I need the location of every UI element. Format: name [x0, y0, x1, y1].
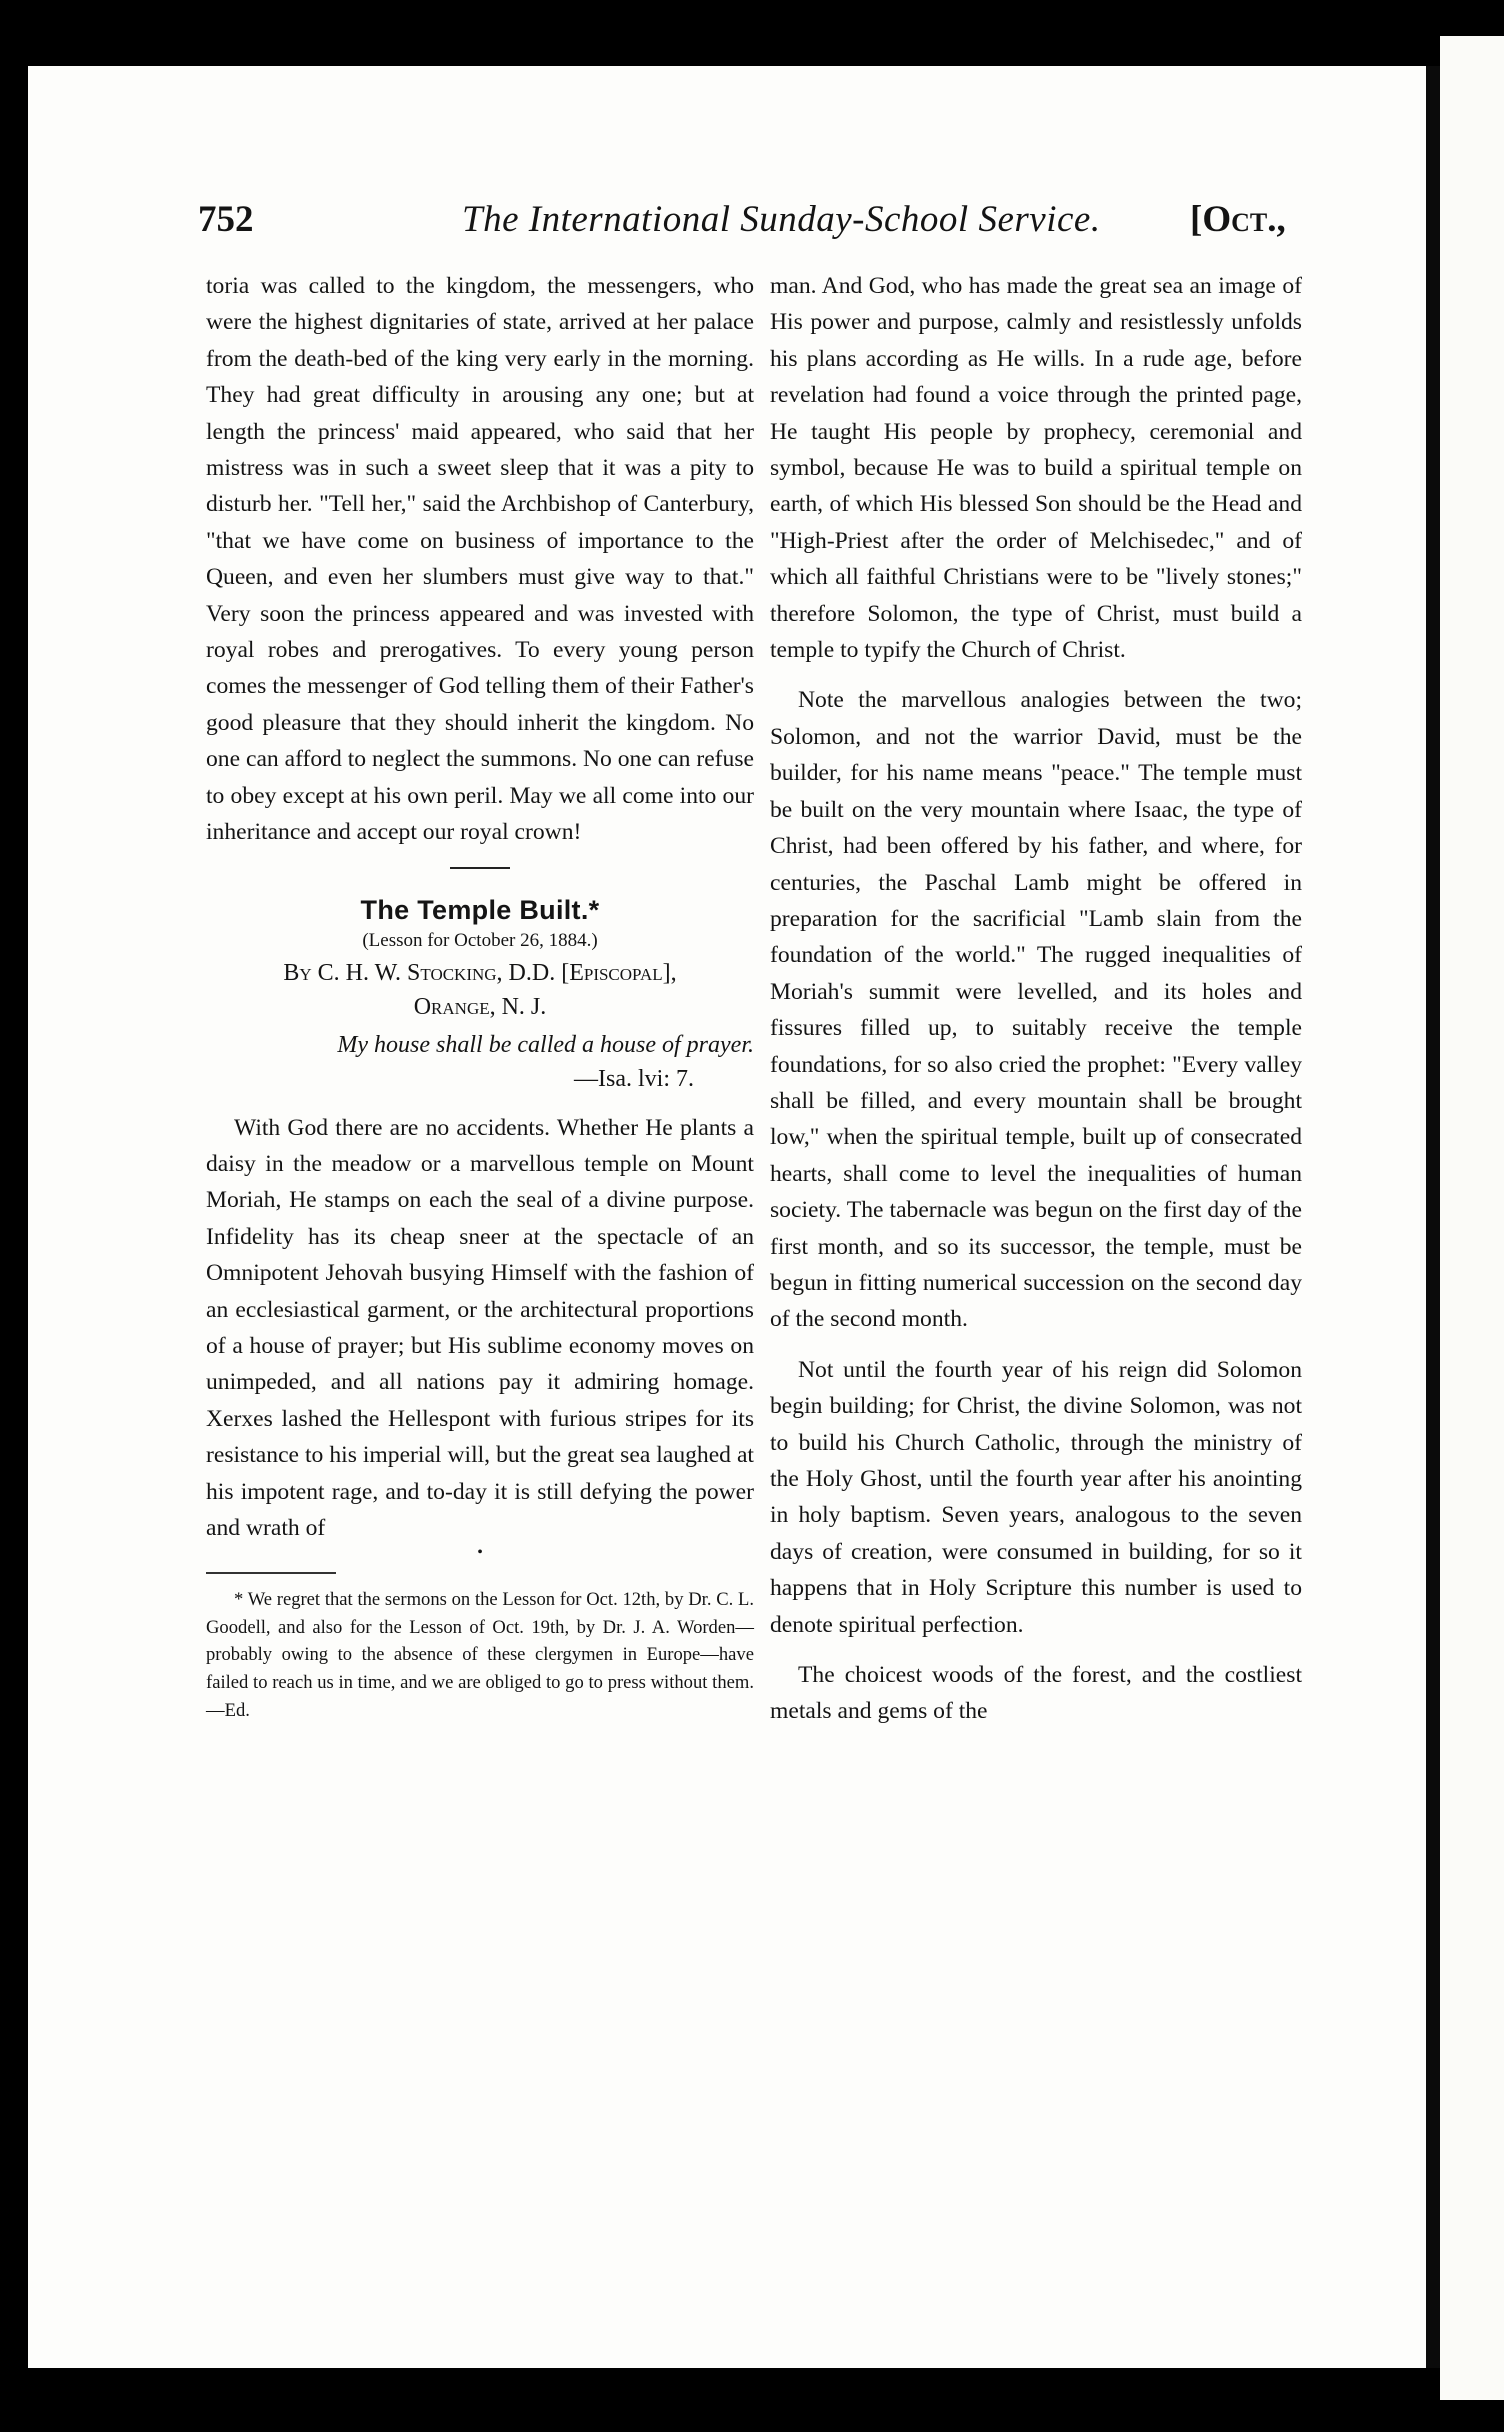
scripture-motto: My house shall be called a house of prayer.: [337, 1031, 754, 1058]
paragraph-gap: [770, 1338, 1302, 1352]
left-paragraph-1: toria was called to the kingdom, the messengers, who were the highest dignitaries of state, arrived at her palace from the death-bed of the king very early in the morning. They had great difficulty in arousing any one; but at length the princess' maid appeared, who said that her mistress was in such a sweet sleep that it was a pity to disturb her. "Tell her," said the Archbishop of Canterbury, "that we have come on business of importance to the Queen, and even her slumbers must give way to that." Very soon the princess appeared and was invested with royal robes and prerogatives. To every young person comes the messenger of God telling them of their Father's good pleasure that they should inherit the kingdom. No one can afford to neglect the summons. No one can refuse to obey except at his own peril. May we all come into our inheritance and accept our royal crown!: [206, 273, 754, 846]
footnote-mark: •: [477, 1544, 483, 1562]
page-number: 752: [198, 199, 254, 240]
scripture-reference: —Isa. lvi: 7.: [574, 1065, 694, 1092]
facing-page-edge: [1440, 36, 1504, 2400]
author-location: Orange, N. J.: [413, 993, 547, 1020]
page-gutter: [1426, 66, 1440, 2368]
right-paragraph-3: Not until the fourth year of his reign did Solomon begin building; for Christ, the divine Solomon, was not to build his Church Catholic, through the ministry of the Holy Ghost, until the fourth year after his anointing in holy baptism. Seven years, analogous to the seven days of creation, were consumed in building, for so it happens that in Holy Scripture this number is used to denote spiritual perfection.: [770, 1356, 1302, 1638]
author-byline: By C. H. W. Stocking, D.D. [Episcopal],: [283, 959, 677, 986]
header-month: [Oct.,: [1190, 199, 1286, 240]
lesson-note: (Lesson for October 26, 1884.): [362, 929, 598, 951]
running-header: [198, 198, 1298, 258]
right-column: [770, 268, 1302, 1730]
section-divider: [450, 867, 510, 869]
footnote-rule: [206, 1572, 336, 1574]
running-title: The International Sunday-School Service.: [462, 199, 1101, 240]
paragraph-gap: [770, 1643, 1302, 1657]
section-title: The Temple Built.*: [360, 894, 600, 925]
right-paragraph-2: Note the marvellous analogies between the two; Solomon, and not the warrior David, must be the builder, for his name means "peace." The temple must be built on the very mountain where Isaac, the type of Christ, had been offered by his father, and where, for centuries, the Paschal Lamb might be offered in preparation for the sacrificial "Lamb slain from the foundation of the world." The rugged inequalities of Moriah's summit were levelled, and its holes and fissures filled up, to suitably receive the temple foundations, for so also cried the prophet: "Every valley shall be filled, and every mountain shall be brought low," when the spiritual temple, built up of consecrated hearts, shall come to level the inequalities of human society. The tabernacle was begun on the first day of the first month, and so its successor, the temple, must be begun in fitting numerical succession on the second day of the second month.: [770, 687, 1302, 1333]
right-paragraph-4: The choicest woods of the forest, and the costliest metals and gems of the: [770, 1662, 1302, 1725]
footnote: * We regret that the sermons on the Lesson for Oct. 12th, by Dr. C. L. Goodell, and also for the Lesson of Oct. 19th, by Dr. J. A. Worden—probably owing to the absence of these clergymen in Europe—have failed to reach us in time, and we are obliged to go to press without them. —Ed.: [206, 1588, 754, 1722]
right-paragraph-1: man. And God, who has made the great sea an image of His power and purpose, calmly and resistlessly unfolds his plans according as He wills. In a rude age, before revelation had found a voice through the printed page, He taught His people by prophecy, ceremonial and symbol, because He was to build a spiritual temple on earth, of which His blessed Son should be the Head and "High-Priest after the order of Melchisedec," and of which all faithful Christians were to be "lively stones;" therefore Solomon, the type of Christ, must build a temple to typify the Church of Christ.: [770, 273, 1302, 664]
paragraph-gap: [770, 668, 1302, 682]
left-column: [206, 268, 754, 1725]
left-paragraph-2: With God there are no accidents. Whether He plants a daisy in the meadow or a marvellous temple on Mount Moriah, He stamps on each the seal of a divine purpose. Infidelity has its cheap sneer at the spectacle of an Omnipotent Jehovah busying Himself with the fashion of an ecclesiastical garment, or the architectural proportions of a house of prayer; but His sublime economy moves on unimpeded, and all nations pay it admiring homage. Xerxes lashed the Hellespont with furious stripes for its resistance to his imperial will, but the great sea laughed at his impotent rage, and to-day it is still defying the power and wrath of: [206, 1114, 754, 1541]
